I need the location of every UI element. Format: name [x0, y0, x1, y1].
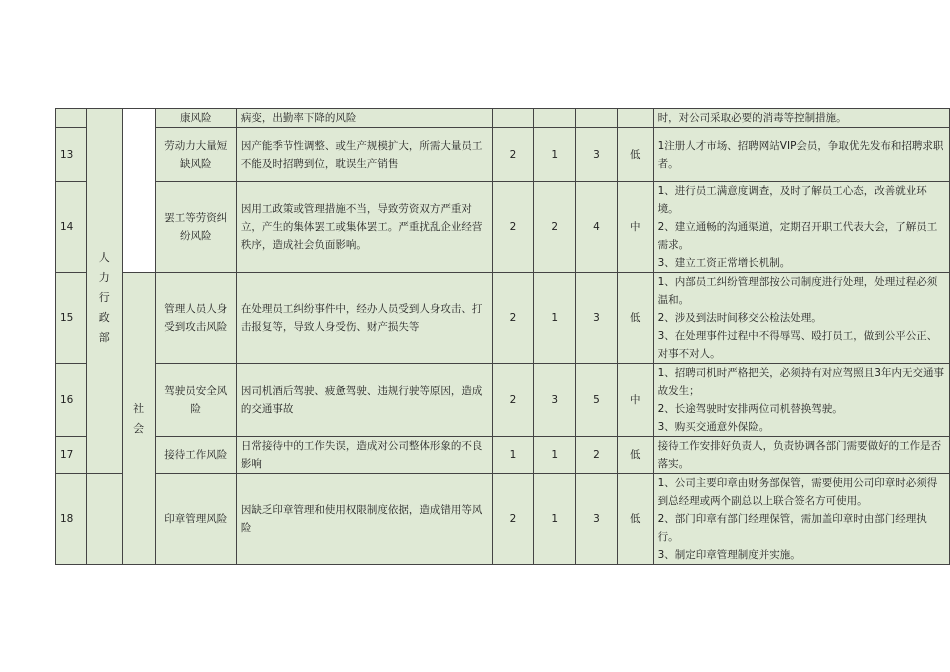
category-char: 会	[133, 421, 145, 435]
category-blank-cell	[122, 109, 155, 273]
score-cell: 2	[492, 474, 534, 565]
risk-description: 因产能季节性调整、或生产规模扩大，所需大量员工不能及时招聘到位，耽误生产销售	[236, 128, 492, 182]
control-measures: 1、公司主要印章由财务部保管，需要使用公司印章时必须得到总经理或两个副总以上联合签名方可使用。 2、部门印章有部门经理保管，需加盖印章时由部门经理执行。 3、制定印章管理制度并实施。	[653, 474, 949, 565]
row-number: 18	[56, 474, 87, 565]
risk-name: 康风险	[155, 109, 236, 128]
risk-table	[55, 108, 950, 565]
table-row	[56, 273, 950, 364]
table-row	[56, 182, 950, 273]
risk-name: 罢工等劳资纠纷风险	[155, 182, 236, 273]
row-number: 16	[56, 364, 87, 437]
risk-name: 驾驶员安全风险	[155, 364, 236, 437]
score-cell: 1	[534, 273, 576, 364]
score-cell: 2	[534, 182, 576, 273]
risk-description: 在处理员工纠纷事件中，经办人员受到人身攻击、打击报复等，导致人身受伤、财产损失等	[236, 273, 492, 364]
risk-level: 低	[617, 437, 653, 474]
control-measures: 时，对公司采取必要的消毒等控制措施。	[653, 109, 949, 128]
risk-description: 因用工政策或管理措施不当，导致劳资双方严重对立，产生的集体罢工或集体罢工。严重扰乱企业经营秩序，造成社会负面影响。	[236, 182, 492, 273]
control-measures: 1、内部员工纠纷管理部按公司制度进行处理，处理过程必须温和。 2、涉及到法时间移交公检法处理。 3、在处理事件过程中不得辱骂、殴打员工，做到公平公正、对事不对人。	[653, 273, 949, 364]
dept-char: 政	[98, 311, 110, 324]
score-cell: 1	[534, 437, 576, 474]
control-measures: 1、招聘司机时严格把关，必须持有对应驾照且3年内无交通事故发生； 2、长途驾驶时安排两位司机替换驾驶。 3、购买交通意外保险。	[653, 364, 949, 437]
row-number: 17	[56, 437, 87, 474]
risk-level: 低	[617, 474, 653, 565]
score-cell: 2	[576, 437, 618, 474]
score-cell: 3	[576, 474, 618, 565]
score-cell: 2	[492, 273, 534, 364]
score-cell: 5	[576, 364, 618, 437]
table-row	[56, 474, 950, 565]
risk-description: 日常接待中的工作失误，造成对公司整体形象的不良影响	[236, 437, 492, 474]
category-char: 社	[133, 401, 145, 415]
risk-level: 低	[617, 128, 653, 182]
dept-char: 力	[98, 271, 110, 284]
department-cell-continued	[86, 474, 122, 565]
risk-level: 低	[617, 273, 653, 364]
score-cell	[534, 109, 576, 128]
score-cell: 3	[534, 364, 576, 437]
score-cell: 3	[576, 273, 618, 364]
risk-level: 中	[617, 364, 653, 437]
score-cell	[576, 109, 618, 128]
risk-name: 接待工作风险	[155, 437, 236, 474]
score-cell: 1	[534, 128, 576, 182]
category-cell	[122, 273, 155, 565]
score-cell: 1	[534, 474, 576, 565]
row-number	[56, 109, 87, 128]
table-row	[56, 128, 950, 182]
row-number: 15	[56, 273, 87, 364]
score-cell: 3	[576, 128, 618, 182]
risk-description: 病变，出勤率下降的风险	[236, 109, 492, 128]
table-row	[56, 109, 950, 128]
score-cell: 4	[576, 182, 618, 273]
score-cell: 2	[492, 182, 534, 273]
risk-level: 中	[617, 182, 653, 273]
row-number: 13	[56, 128, 87, 182]
score-cell	[492, 109, 534, 128]
score-cell: 2	[492, 364, 534, 437]
control-measures: 接待工作安排好负责人，负责协调各部门需要做好的工作是否落实。	[653, 437, 949, 474]
risk-description: 因缺乏印章管理和使用权限制度依据，造成错用等风险	[236, 474, 492, 565]
risk-name: 管理人员人身受到攻击风险	[155, 273, 236, 364]
control-measures: 1、进行员工满意度调查，及时了解员工心态，改善就业环境。 2、建立通畅的沟通渠道，定期召开职工代表大会，了解员工需求。 3、建立工资正常增长机制。	[653, 182, 949, 273]
dept-char: 行	[98, 291, 110, 304]
control-measures: 1注册人才市场、招聘网站VIP会员，争取优先发布和招聘求职者。	[653, 128, 949, 182]
department-cell	[86, 109, 122, 474]
risk-description: 因司机酒后驾驶、疲惫驾驶、违规行驶等原因，造成的交通事故	[236, 364, 492, 437]
table-row	[56, 437, 950, 474]
dept-char: 部	[98, 331, 110, 344]
score-cell: 1	[492, 437, 534, 474]
risk-level	[617, 109, 653, 128]
risk-name: 印章管理风险	[155, 474, 236, 565]
score-cell: 2	[492, 128, 534, 182]
row-number: 14	[56, 182, 87, 273]
dept-char: 人	[98, 251, 110, 264]
table-row	[56, 364, 950, 437]
risk-name: 劳动力大量短缺风险	[155, 128, 236, 182]
